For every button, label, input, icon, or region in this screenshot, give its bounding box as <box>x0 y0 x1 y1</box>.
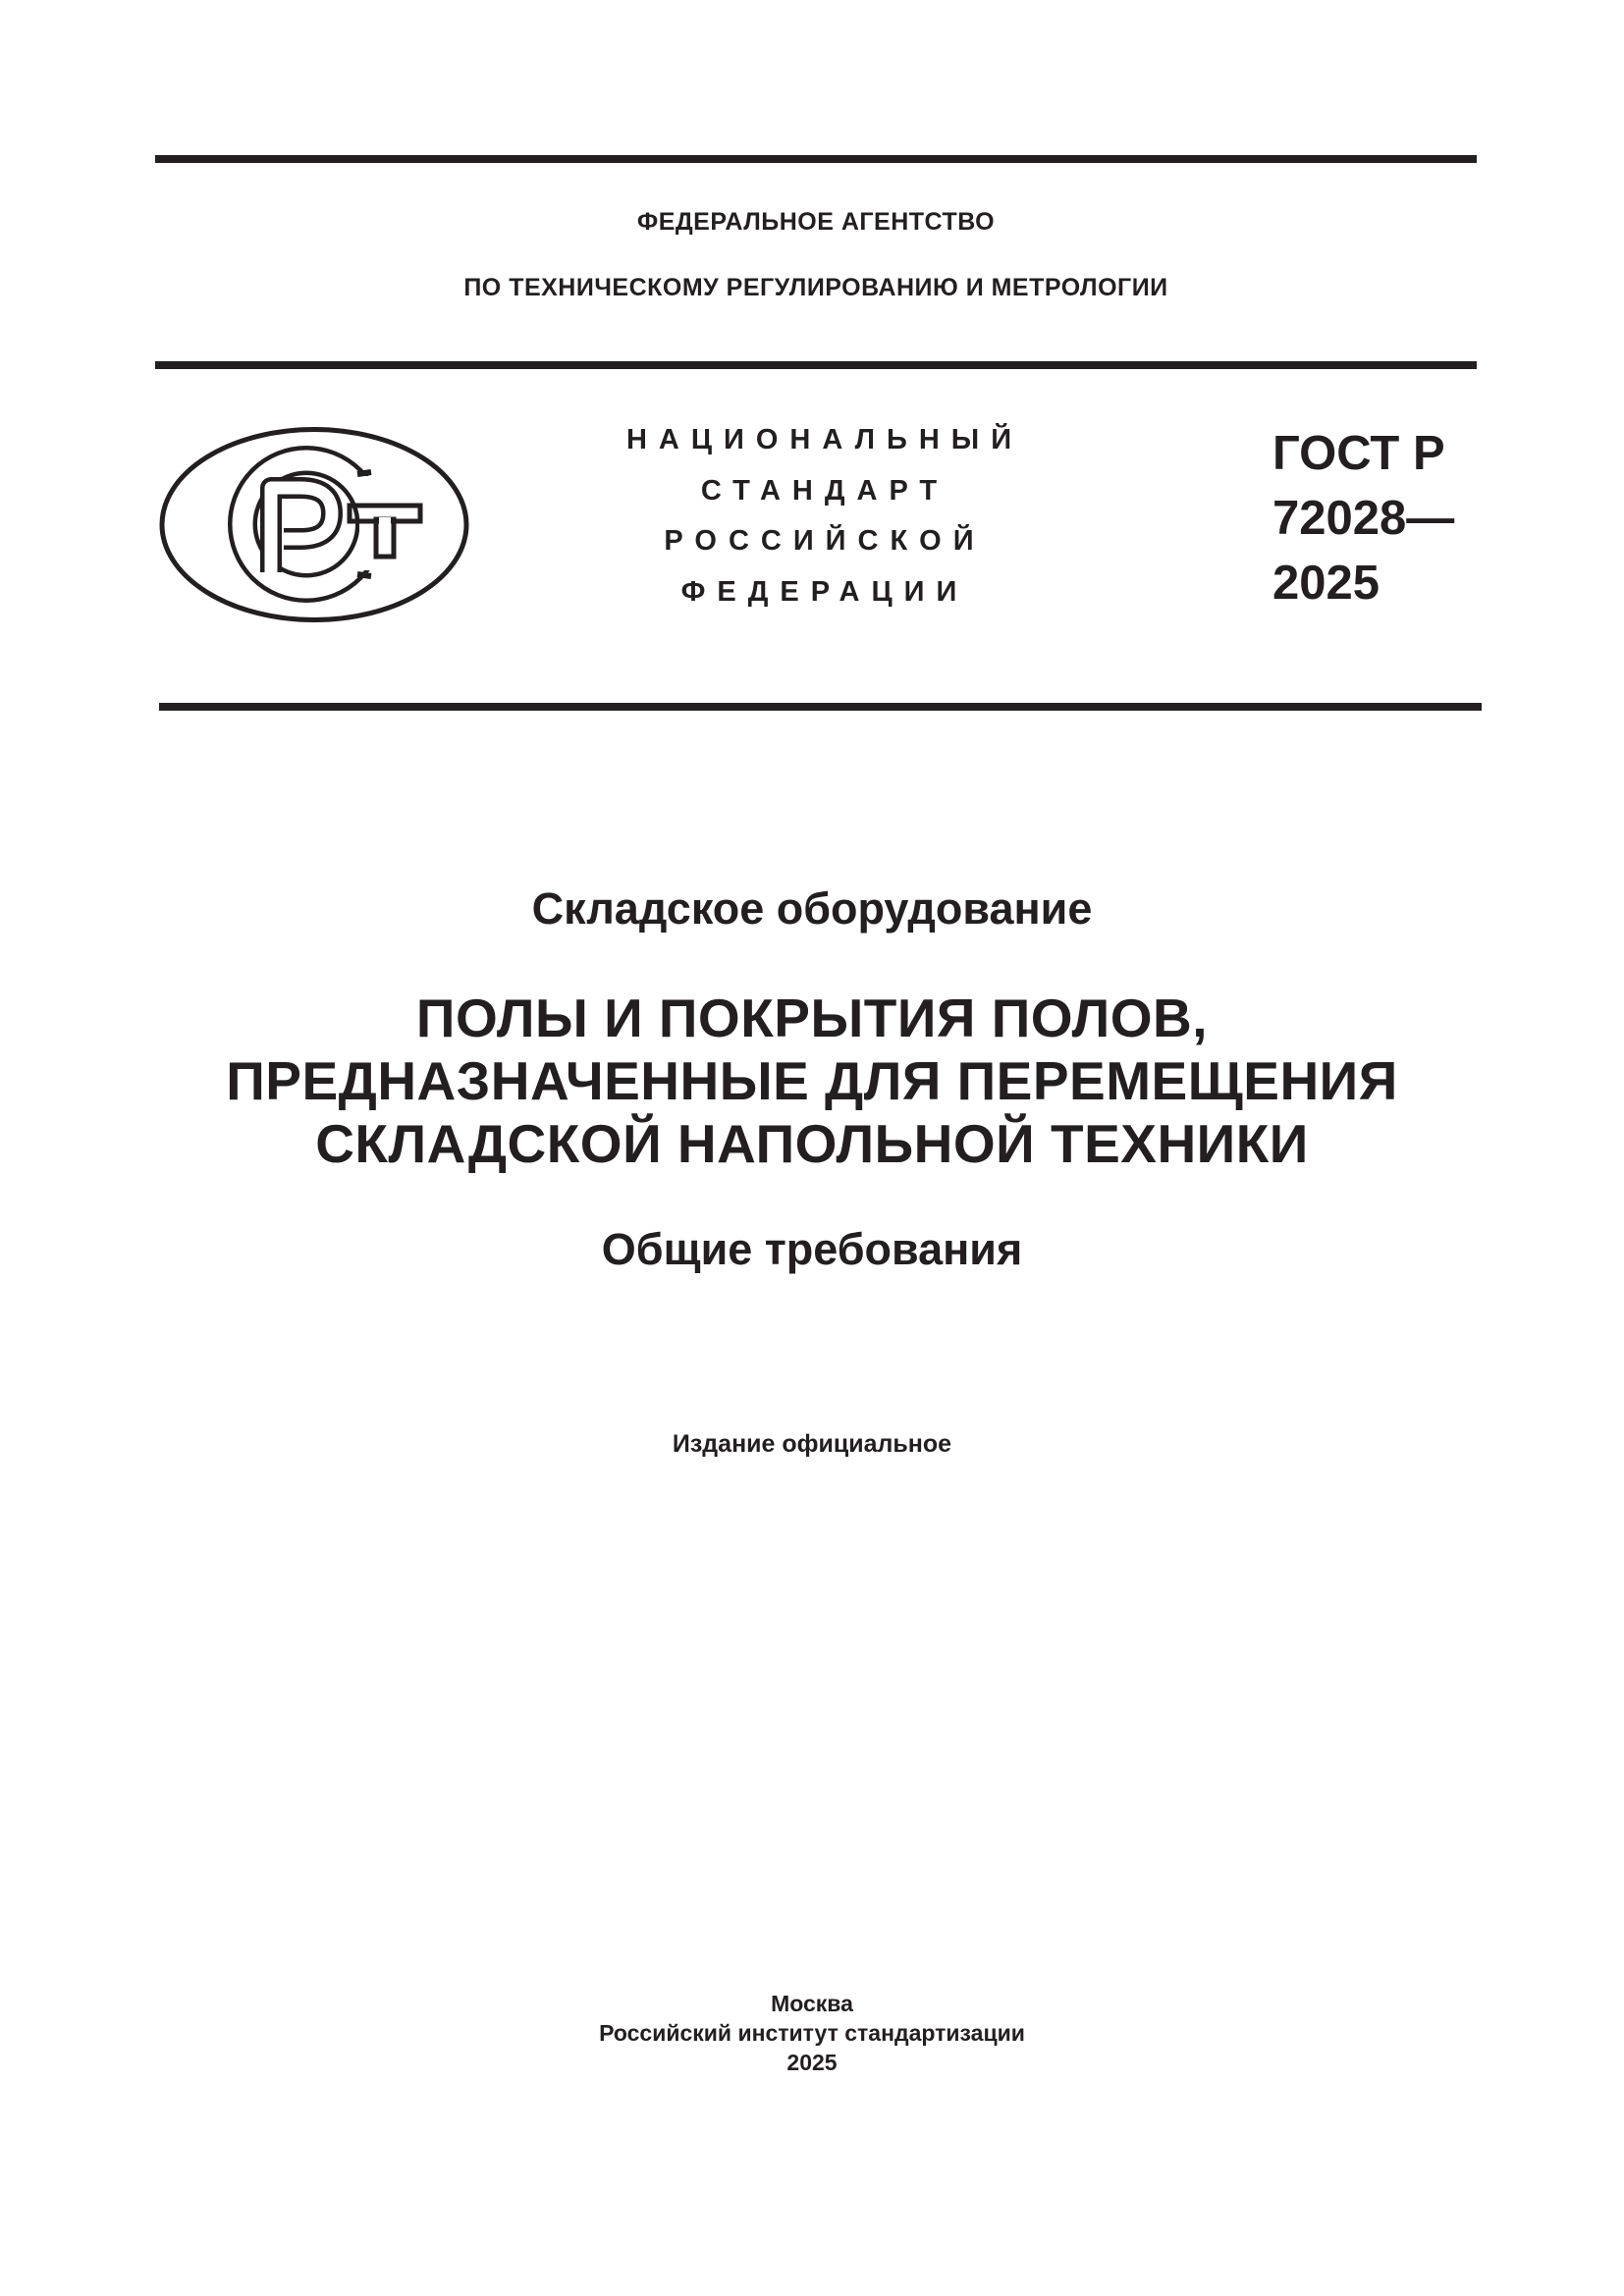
imprint <box>0 1989 1624 2077</box>
main-title-line-1: ПОЛЫ И ПОКРЫТИЯ ПОЛОВ, <box>415 988 1209 1048</box>
rst-conformity-mark-icon <box>157 425 471 624</box>
agency-line-2: ПО ТЕХНИЧЕСКОМУ РЕГУЛИРОВАНИЮ И МЕТРОЛОГИИ <box>463 274 1168 301</box>
designation-line-3: 2025 <box>1272 557 1380 610</box>
national-line-2: СТАНДАРТ <box>700 475 949 507</box>
national-line-1: НАЦИОНАЛЬНЫЙ <box>625 424 1024 455</box>
subject-title: Складское оборудование <box>531 883 1093 934</box>
imprint-year: 2025 <box>786 2050 838 2075</box>
agency-rule <box>155 361 1477 369</box>
main-title-line-3: СКЛАДСКОЙ НАПОЛЬНОЙ ТЕХНИКИ <box>315 1113 1309 1174</box>
imprint-publisher: Российский институт стандартизации <box>599 2020 1025 2046</box>
standard-designation <box>1272 421 1508 615</box>
agency-line-1: ФЕДЕРАЛЬНОЕ АГЕНТСТВО <box>636 208 996 236</box>
main-title <box>0 987 1624 1175</box>
top-rule <box>155 155 1477 163</box>
designation-line-1: ГОСТ Р <box>1272 427 1445 480</box>
edition-note: Издание официальное <box>672 1430 952 1458</box>
requirements-subtitle: Общие требования <box>601 1224 1023 1274</box>
header-bottom-rule <box>159 703 1482 711</box>
main-title-line-2: ПРЕДНАЗНАЧЕННЫЕ ДЛЯ ПЕРЕМЕЩЕНИЯ <box>226 1050 1398 1111</box>
national-line-4: ФЕДЕРАЦИИ <box>680 576 969 608</box>
national-line-3: РОССИЙСКОЙ <box>664 525 986 557</box>
imprint-city: Москва <box>771 1991 853 2016</box>
designation-line-2: 72028— <box>1272 492 1455 545</box>
